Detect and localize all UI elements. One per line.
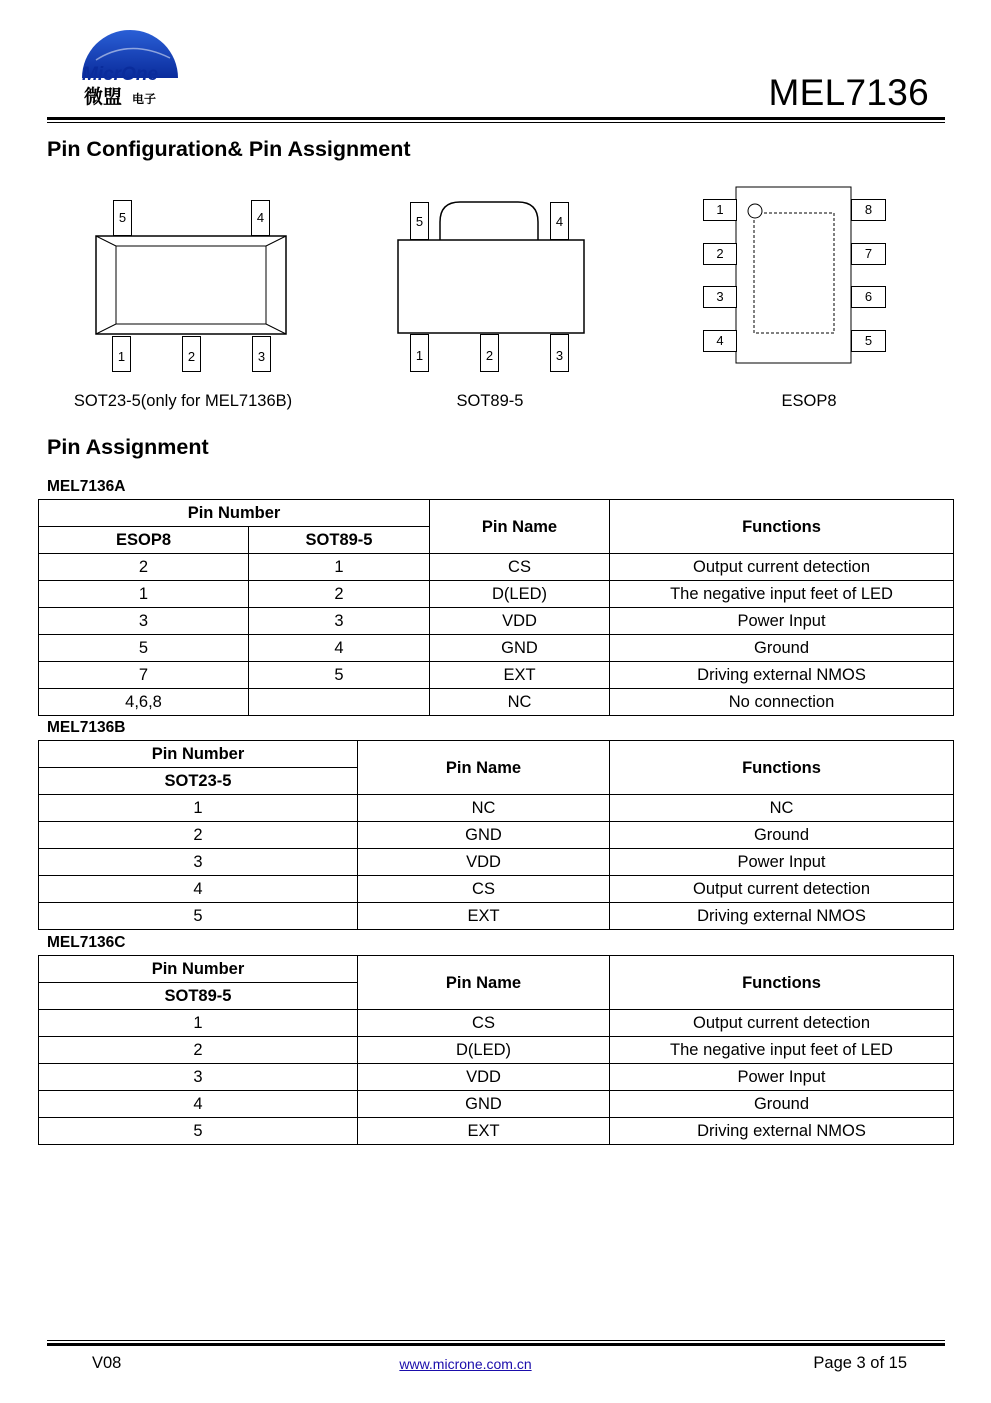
table-cell: Driving external NMOS [610,662,954,689]
table-cell: Ground [610,822,954,849]
footer-rule-thin [47,1340,945,1341]
table-cell: 4,6,8 [39,689,249,716]
esop8-pin-6: 6 [851,286,886,308]
table-cell: 5 [39,903,358,930]
sot89-pin-1: 1 [410,334,429,372]
table-cell: VDD [358,1064,610,1091]
sot23-pin-1: 1 [112,336,131,372]
esop8-pin-8: 8 [851,199,886,221]
table-cell: D(LED) [358,1037,610,1064]
esop8-pin-4: 4 [703,330,737,352]
table-cell: 4 [249,635,430,662]
table-mel7136b [38,740,954,930]
table-cell: 5 [39,635,249,662]
sot23-pin-5: 5 [113,200,132,236]
table-row [39,876,954,903]
table-row [39,1091,954,1118]
table-cell: Driving external NMOS [610,1118,954,1145]
table-cell: NC [358,795,610,822]
table-cell: D(LED) [430,581,610,608]
table-cell: 4 [39,1091,358,1118]
table-cell: Ground [610,635,954,662]
sot89-pin-5: 5 [410,202,429,240]
esop8-pin-2: 2 [703,243,737,265]
table-cell: The negative input feet of LED [610,581,954,608]
microne-logo [78,20,182,108]
table-cell: No connection [610,689,954,716]
header-pin-number: Pin Number [39,956,358,983]
table-cell: 7 [39,662,249,689]
esop8-body [735,186,853,365]
svg-text:电子: 电子 [132,92,157,106]
header-esop8: ESOP8 [39,527,249,554]
table-cell: 3 [39,1064,358,1091]
table-cell: Output current detection [610,1010,954,1037]
table-mel7136a [38,499,954,716]
header-sot89-5: SOT89-5 [249,527,430,554]
table-cell: 2 [249,581,430,608]
table-cell: Output current detection [610,876,954,903]
table-row [39,635,954,662]
table-cell: CS [358,876,610,903]
footer-page-number: Page 3 of 15 [813,1354,907,1372]
table-cell: 1 [39,1010,358,1037]
table-cell: 5 [249,662,430,689]
esop8-pin-5: 5 [851,330,886,352]
table-cell: NC [610,795,954,822]
table-cell: Driving external NMOS [610,903,954,930]
header-pin-number: Pin Number [39,500,430,527]
table-cell: 5 [39,1118,358,1145]
sot23-5-body [94,234,290,338]
sot23-5-caption: SOT23-5(only for MEL7136B) [73,392,293,410]
table-cell: Power Input [610,1064,954,1091]
table-cell: 3 [39,608,249,635]
table-cell: 1 [249,554,430,581]
table-cell: 1 [39,581,249,608]
table-cell: CS [358,1010,610,1037]
sot89-pin-4: 4 [550,202,569,240]
table-row [39,581,954,608]
sot23-pin-4: 4 [251,200,270,236]
table-cell: The negative input feet of LED [610,1037,954,1064]
table-cell: Power Input [610,608,954,635]
table-row [39,1064,954,1091]
sot89-5-caption: SOT89-5 [456,392,524,410]
table-mel7136c [38,955,954,1145]
sot23-pin-2: 2 [182,336,201,372]
table-row [39,903,954,930]
sot89-pin-2: 2 [480,334,499,372]
table-row [39,1037,954,1064]
table-cell: EXT [358,903,610,930]
doc-title: MEL7136 [768,72,929,113]
table-cell: EXT [430,662,610,689]
esop8-pin-7: 7 [851,243,886,265]
table-cell: Output current detection [610,554,954,581]
esop8-pin-3: 3 [703,286,737,308]
table-c-label: MEL7136C [47,934,126,951]
header-pin-number: Pin Number [39,741,358,768]
footer-url-container [0,1356,931,1372]
section-title-pin-configuration: Pin Configuration& Pin Assignment [47,137,411,161]
header-functions: Functions [610,500,954,554]
header-rule [47,117,945,120]
table-row [39,662,954,689]
table-row [39,795,954,822]
footer-website-link[interactable]: www.microne.com.cn [399,1356,532,1372]
header-sot23-5: SOT23-5 [39,768,358,795]
table-cell: VDD [430,608,610,635]
table-row [39,1010,954,1037]
table-row [39,554,954,581]
table-row [39,849,954,876]
table-cell: GND [358,822,610,849]
esop8-caption: ESOP8 [781,392,837,410]
table-cell: EXT [358,1118,610,1145]
table-cell: GND [358,1091,610,1118]
table-row [39,608,954,635]
header-functions: Functions [610,956,954,1010]
header-pin-name: Pin Name [358,956,610,1010]
sot23-pin-3: 3 [252,336,271,372]
table-cell: Ground [610,1091,954,1118]
table-cell: VDD [358,849,610,876]
logo-cn: 微盟 [84,86,123,108]
table-row [39,822,954,849]
table-a-label: MEL7136A [47,478,126,495]
table-cell: 2 [39,1037,358,1064]
table-cell: GND [430,635,610,662]
table-cell: 2 [39,822,358,849]
table-cell: 2 [39,554,249,581]
table-row [39,689,954,716]
table-b-label: MEL7136B [47,719,126,736]
table-cell: NC [430,689,610,716]
table-cell: 4 [39,876,358,903]
logo-text: MicrOne [82,64,159,85]
table-cell: 1 [39,795,358,822]
footer-rule [47,1343,945,1346]
header-pin-name: Pin Name [430,500,610,554]
header-rule-thin [47,122,945,123]
header-sot89-5: SOT89-5 [39,983,358,1010]
header-functions: Functions [610,741,954,795]
footer-version: V08 [92,1354,122,1372]
table-row [39,1118,954,1145]
sot89-pin-3: 3 [550,334,569,372]
esop8-pin-1: 1 [703,199,737,221]
table-cell: CS [430,554,610,581]
table-cell [249,689,430,716]
section-title-pin-assignment: Pin Assignment [47,435,209,459]
table-cell: 3 [249,608,430,635]
table-cell: Power Input [610,849,954,876]
table-cell: 3 [39,849,358,876]
header-pin-name: Pin Name [358,741,610,795]
